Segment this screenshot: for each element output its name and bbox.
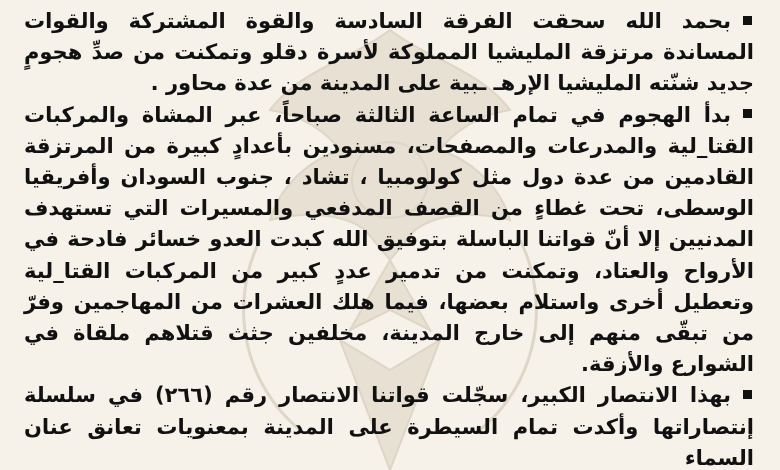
bullet-icon [743, 109, 752, 118]
bullet-icon [743, 16, 752, 25]
paragraph-3 [24, 380, 754, 470]
document-body [24, 6, 754, 470]
paragraph-text: بهذا الانتصار الكبير، سجّلت قواتنا الانتصار رقم (٢٦٦) في سلسلة إنتصاراتها وأكدت تمام السيطرة على المدينة بمعنويات تعانق عنان السماء [24, 383, 754, 470]
paragraph-2 [24, 100, 754, 381]
paragraph-text: بدأ الهجوم في تمام الساعة الثالثة صباحاً، عبر المشاة والمركبات القتا_لية والمدرعات والمصفحات، مسنودين بأعدادٍ كبيرة من المرتزقة القادمين من عدة دول مثل كولومبيا ، تشاد ، جنوب السودان وأفريقيا الوسطى، تحت غطاءٍ من القصف المدفعي والمسيرات التي تستهدف المدنيين إلا أنّ قواتنا الباسلة بتوفيق الله كبدت العدو خسائر فادحة في الأرواح والعتاد، وتمكنت من تدمير عددٍ كبير من المركبات القتا_لية وتعطيل أخرى واستلام بعضها، فيما هلك العشرات من المهاجمين وفرّ من تبقّى منهم إلى خارج المدينة، مخلفين جثث قتلاهم ملقاة في الشوارع والأزقة. [24, 102, 754, 377]
paragraph-text: بحمد الله سحقت الفرقة السادسة والقوة المشتركة والقوات المساندة مرتزقة المليشيا المملوكة لأسرة دقلو وتمكنت من صدِّ هجومٍ جديد شنّته المليشيا الإرهـ ـبية على المدينة من عدة محاور . [24, 9, 754, 96]
bullet-icon [743, 390, 752, 399]
paragraph-1 [24, 6, 754, 100]
